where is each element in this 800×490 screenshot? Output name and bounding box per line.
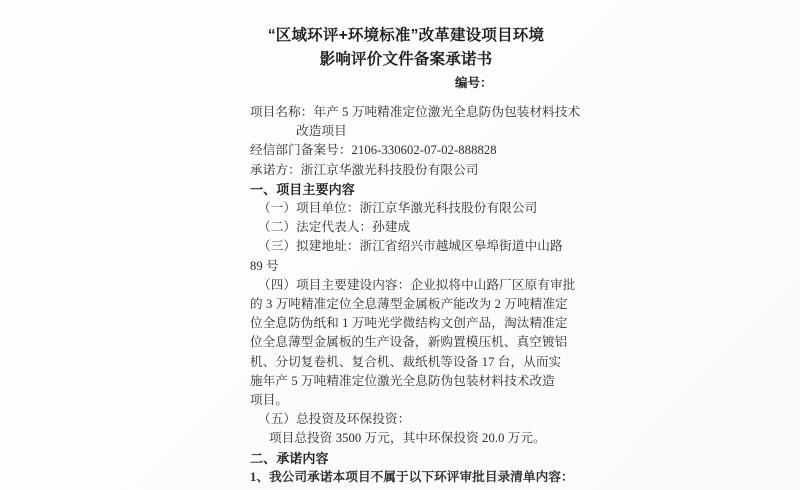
text-line-18: 项目总投资 3500 万元，其中环保投资 20.0 万元。 — [269, 431, 546, 446]
text-line-4: 承诺方：浙江京华激光科技股份有限公司 — [250, 162, 479, 177]
document-body — [250, 103, 581, 487]
text-line-2: 改造项目 — [296, 124, 347, 139]
text-line-12: 位全息防伪纸和 1 万吨光学微结构文创产品，淘汰精准定 — [250, 316, 568, 331]
text-line-3: 经信部门备案号：2106-330602-07-02-888828 — [250, 143, 497, 158]
text-line-10: （四）项目主要建设内容：企业拟将中山路厂区原有审批 — [258, 277, 576, 292]
number-label: 编号： — [455, 76, 493, 90]
title-line-1: “区域环评+环境标准”改革建设项目环境 — [267, 27, 545, 44]
text-line-5: 一、项目主要内容 — [250, 181, 355, 197]
document-content — [250, 24, 581, 487]
text-line-9: 89 号 — [250, 258, 279, 273]
text-line-7: （二）法定代表人：孙建成 — [258, 220, 411, 235]
text-line-1: 项目名称：年产 5 万吨精准定位激光全息防伪包装材料技术 — [250, 105, 581, 119]
document-title — [250, 24, 562, 72]
text-line-17: （五）总投资及环保投资： — [258, 412, 411, 427]
text-line-6: （一）项目单位：浙江京华激光科技股份有限公司 — [258, 201, 538, 216]
text-line-8: （三）拟建地址：浙江省绍兴市越城区皋埠街道中山路 — [258, 239, 563, 254]
title-line-2: 影响评价文件备案承诺书 — [319, 51, 493, 68]
text-line-19: 二、承诺内容 — [250, 450, 329, 466]
text-line-13: 位全息薄型金属板的生产设备，新购置模压机、真空镀铝 — [250, 335, 568, 350]
text-line-14: 机、分切复卷机、复合机、裁纸机等设备 17 台，从而实 — [250, 354, 562, 369]
text-line-20: 1、我公司承诺本项目不属于以下环评审批目录清单内容： — [250, 469, 574, 484]
text-line-15: 施年产 5 万吨精准定位激光全息防伪包装材料技术改造 — [250, 373, 555, 388]
document-number-row — [250, 76, 562, 91]
text-line-11: 的 3 万吨精准定位全息薄型金属板产能改为 2 万吨精准定 — [250, 297, 568, 312]
text-line-16: 项目。 — [250, 393, 289, 408]
